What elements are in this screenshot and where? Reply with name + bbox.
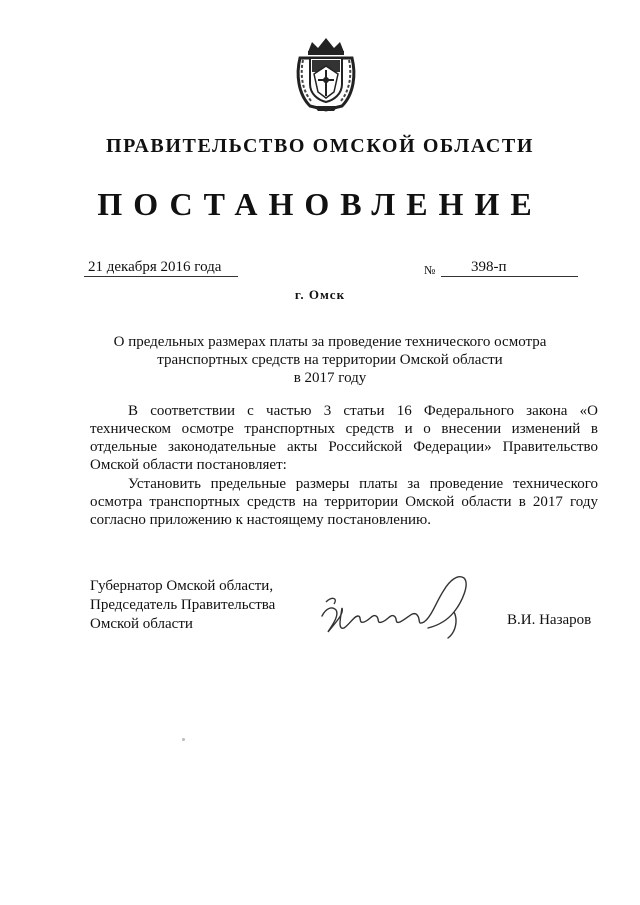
subject-line: транспортных средств на территории Омской области [157, 352, 503, 368]
subject-line: О предельных размерах платы за проведение технического осмотра [113, 334, 547, 350]
document-type: ПОСТАНОВЛЕНИЕ [97, 186, 543, 222]
scan-speck [182, 738, 185, 741]
subject-line: в 2017 году [293, 370, 367, 386]
signatory-role [90, 577, 275, 634]
document-city: г. Омск [294, 287, 346, 302]
signatory-name: В.И. Назаров [507, 612, 592, 628]
document-date: 21 декабря 2016 года [84, 259, 238, 277]
government-title: ПРАВИТЕЛЬСТВО ОМСКОЙ ОБЛАСТИ [105, 135, 535, 157]
signatory-role-line: Председатель Правительства [90, 597, 276, 613]
signatory-role-line: Губернатор Омской области, [90, 578, 274, 594]
signatory-role-line: Омской области [90, 616, 193, 632]
body-paragraph-resolution: Установить предельные размеры платы за проведение технического осмотра транспортных средств на территории Омской области в 2017 году согласно приложению к настоящему постановлению. [90, 476, 598, 528]
number-sign: № [424, 263, 436, 277]
document-subject [80, 333, 580, 387]
body-paragraph-preamble: В соответствии с частью 3 статьи 16 Федерального закона «О техническом осмотре транспортных средств и о внесении изменений в отдельные законодательные акты Российской Федерации» Правительство Омской области постановляет: [90, 403, 598, 473]
handwritten-signature [318, 572, 498, 642]
document-number: 398-п [441, 259, 578, 277]
coat-of-arms-icon [294, 36, 358, 112]
